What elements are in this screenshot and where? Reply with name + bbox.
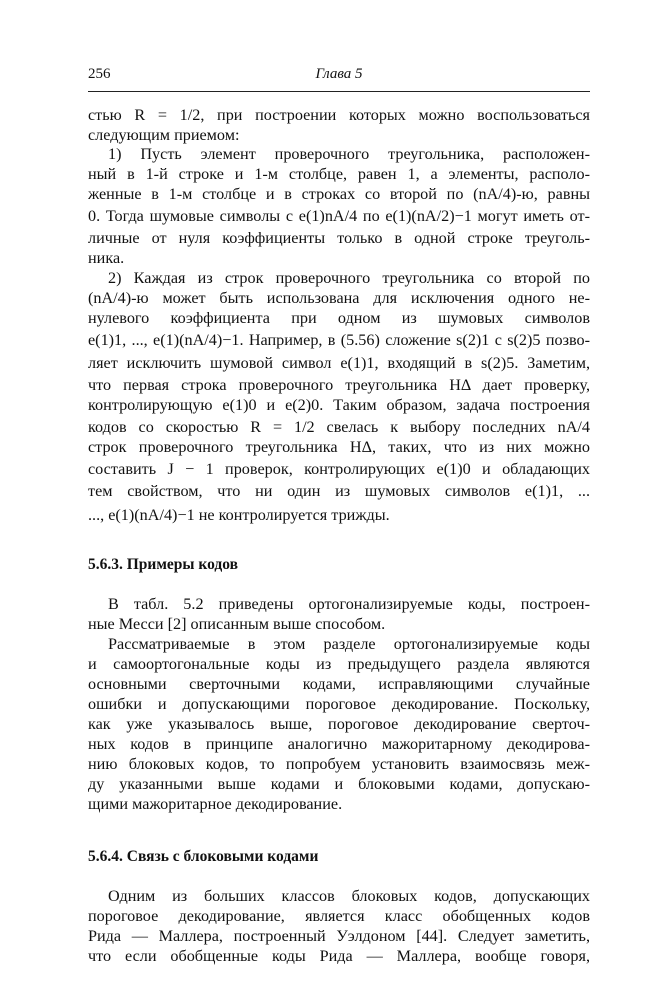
text-line: ных кодов в принципе аналогично мажоритарному декодирова- [88, 735, 590, 753]
text-line: основными сверточными кодами, исправляющими случайные [88, 675, 590, 693]
text-line: Рида — Маллера, построенный Уэлдоном [44]. Следует заметить, [88, 927, 590, 945]
text-line: Рассматриваемые в этом разделе ортогонализируемые коды [108, 635, 590, 653]
text-line: (nA/4)-ю может быть использована для исключения одного не- [88, 289, 590, 307]
text-line: ду указанными выше кодами и блоковыми кодами, допускаю- [88, 775, 590, 793]
page-header [88, 66, 590, 88]
text-line: нулевого коэффициента при одном из шумовых символов [88, 309, 590, 327]
text-line: 1) Пусть элемент проверочного треугольника, расположен- [108, 145, 590, 163]
text-line: что первая строка проверочного треугольника HΔ дает проверку, [88, 376, 590, 394]
text-line: и самоортогональные коды из предыдущего раздела являются [88, 655, 590, 673]
text-line: ляет исключить шумовой символ e(1)1, входящий в s(2)5. Заметим, [88, 354, 590, 372]
text-line: ный в 1-й строке и 1-м столбце, равен 1, а элементы, располо- [88, 165, 590, 183]
text-line: ника. [88, 249, 125, 267]
text-line: тем свойством, что ни один из шумовых символов e(1)1, ... [88, 482, 590, 500]
text-line: щими мажоритарное декодирование. [88, 795, 343, 813]
text-line: кодов со скоростью R = 1/2 свелась к выбору последних nA/4 [88, 418, 590, 436]
text-line: ные Месси [2] описанным выше способом. [88, 615, 386, 633]
text-line: ..., e(1)(nA/4)−1 не контролируется трижды. [88, 506, 390, 524]
text-line: ошибки и допускающими пороговое декодирование. Поскольку, [88, 695, 590, 713]
text-line: составить J − 1 проверок, контролирующих e(1)0 и обладающих [88, 460, 590, 478]
text-line: стью R = 1/2, при построении которых можно воспользоваться [88, 106, 590, 124]
text-line: В табл. 5.2 приведены ортогонализируемые коды, построен- [108, 595, 590, 613]
text-line: 2) Каждая из строк проверочного треугольника со второй по [108, 269, 590, 287]
page-number: 256 [88, 66, 111, 82]
text-line: Одним из больших классов блоковых кодов, допускающих [108, 887, 590, 905]
text-line: что если обобщенные коды Рида — Маллера, вообще говоря, [88, 947, 590, 965]
chapter-title: Глава 5 [315, 66, 363, 82]
section-heading: 5.6.3. Примеры кодов [88, 556, 238, 573]
text-line: контролирующую e(1)0 и e(2)0. Таким образом, задача построения [88, 396, 590, 414]
text-line: строк проверочного треугольника HΔ, таких, что из них можно [88, 438, 590, 456]
text-line: как уже указывалось выше, пороговое декодирование сверточ- [88, 715, 590, 733]
text-line: e(1)1, ..., e(1)(nA/4)−1. Например, в (5.56) сложение s(2)1 с s(2)5 позво- [88, 331, 590, 349]
text-line: пороговое декодирование, является класс обобщенных кодов [88, 907, 590, 925]
text-line: нию блоковых кодов, то попробуем установить взаимосвязь меж- [88, 755, 590, 773]
text-line: 0. Тогда шумовые символы с e(1)nA/4 по e(1)(nA/2)−1 могут иметь от- [88, 207, 590, 225]
text-line: личные от нуля коэффициенты только в одной строке треуголь- [88, 229, 590, 247]
text-line: следующим приемом: [88, 126, 240, 144]
text-line: женные в 1-м столбце и в строках со второй по (nA/4)-ю, равны [88, 185, 590, 203]
section-heading: 5.6.4. Связь с блоковыми кодами [88, 848, 319, 865]
header-rule [88, 91, 590, 92]
